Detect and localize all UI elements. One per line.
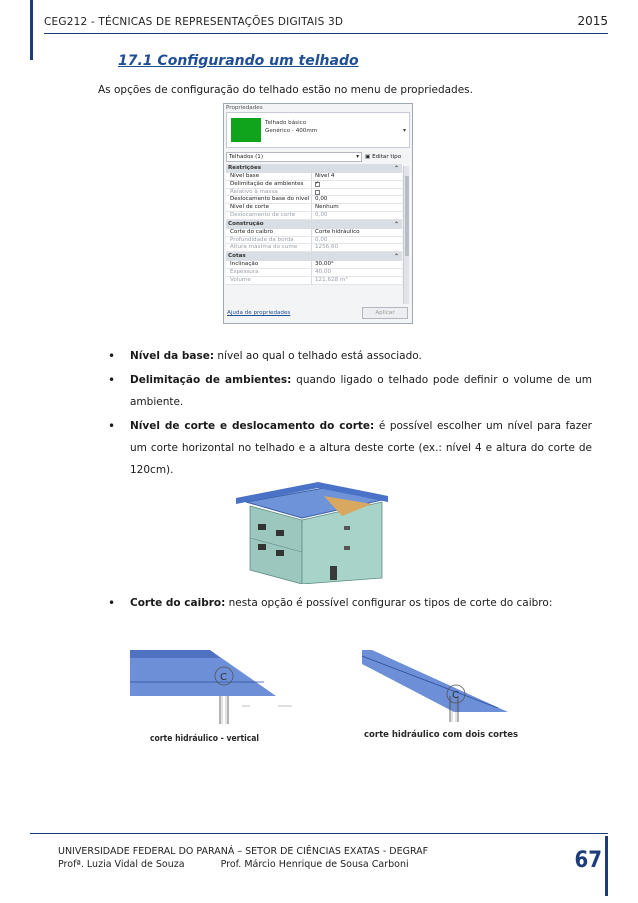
collapse-icon[interactable]: ⌃ bbox=[393, 253, 399, 261]
property-name: Deslocamento de corte bbox=[226, 212, 312, 219]
collapse-icon[interactable]: ⌃ bbox=[393, 165, 399, 172]
property-name: Deslocamento base do nível bbox=[226, 196, 312, 203]
checkbox[interactable] bbox=[315, 190, 320, 195]
apply-button[interactable]: Aplicar bbox=[362, 307, 408, 319]
footer-institution: UNIVERSIDADE FEDERAL DO PARANÁ – SETOR DE CIÊNCIAS EXATAS - DEGRAF bbox=[58, 846, 429, 857]
section-title bbox=[118, 53, 359, 69]
property-row[interactable] bbox=[226, 196, 402, 204]
property-value[interactable] bbox=[312, 181, 402, 188]
property-row[interactable] bbox=[226, 212, 402, 220]
property-value[interactable]: 0,00 bbox=[315, 211, 328, 218]
bullet-term: Nível da base: bbox=[130, 350, 215, 362]
edit-type-icon: ▣ bbox=[365, 154, 371, 160]
property-row[interactable] bbox=[226, 229, 402, 237]
property-row[interactable] bbox=[226, 244, 402, 252]
property-row[interactable] bbox=[226, 237, 402, 245]
bullet-list bbox=[108, 345, 592, 483]
property-group-label: Construção bbox=[228, 220, 264, 227]
property-name: Nível base bbox=[226, 173, 312, 180]
property-name: Volume bbox=[226, 277, 312, 284]
author-1: Profª. Luzia Vidal de Souza bbox=[58, 859, 185, 870]
list-item bbox=[108, 345, 592, 367]
bullet-list-caibro bbox=[108, 592, 592, 614]
property-row[interactable] bbox=[226, 204, 402, 212]
bullet-text: é possível escolher um nível para fazer um corte horizontal no telhado e a altura deste corte (ex.: nível 4 e altura do corte de 120cm). bbox=[130, 420, 593, 476]
bullet-term: Nível de corte e deslocamento do corte: bbox=[130, 420, 375, 432]
type-selector[interactable] bbox=[226, 112, 410, 148]
property-name: Inclinação bbox=[226, 261, 312, 268]
filter-label: Telhados (1) bbox=[229, 154, 264, 160]
list-item bbox=[108, 592, 592, 614]
property-value[interactable] bbox=[312, 189, 402, 196]
property-group-header[interactable] bbox=[226, 252, 402, 261]
type-name bbox=[265, 119, 317, 135]
property-row[interactable] bbox=[226, 181, 402, 189]
property-value[interactable]: 1256,60 bbox=[315, 244, 339, 251]
building-roof-cut-illustration bbox=[232, 482, 390, 584]
header-rule bbox=[44, 33, 608, 34]
property-value[interactable]: 0,00 bbox=[315, 236, 328, 243]
caption-double-cut: corte hidráulico com dois cortes bbox=[364, 730, 519, 740]
edit-type-button[interactable] bbox=[365, 152, 401, 162]
header-year: 2015 bbox=[577, 14, 608, 28]
property-value[interactable]: 30,00° bbox=[315, 261, 334, 268]
property-row[interactable] bbox=[226, 277, 402, 285]
properties-grid bbox=[226, 164, 402, 285]
property-group-header[interactable] bbox=[226, 164, 402, 173]
collapse-icon[interactable]: ⌃ bbox=[393, 220, 399, 228]
caption-vertical-cut: corte hidráulico - vertical bbox=[150, 734, 260, 744]
edit-type-label: Editar tipo bbox=[372, 154, 402, 160]
bullet-term: Delimitação de ambientes: bbox=[130, 374, 292, 386]
type-swatch bbox=[231, 118, 261, 142]
property-name: Espessura bbox=[226, 269, 312, 276]
callout-c-double: C bbox=[452, 690, 459, 701]
rafter-cut-double-diagram bbox=[358, 642, 510, 724]
course-title: CEG212 - TÉCNICAS DE REPRESENTAÇÕES DIGITAIS 3D bbox=[44, 16, 344, 28]
property-row[interactable] bbox=[226, 261, 402, 269]
property-name: Relativo à massa bbox=[226, 189, 312, 196]
property-group-header[interactable] bbox=[226, 220, 402, 229]
property-value[interactable]: 0,00 bbox=[315, 196, 328, 203]
page-footer bbox=[58, 845, 428, 871]
author-2: Prof. Márcio Henrique de Sousa Carboni bbox=[220, 859, 409, 870]
rafter-cut-vertical-diagram bbox=[128, 642, 296, 724]
property-name: Nível de corte bbox=[226, 204, 312, 211]
section-heading: Configurando um telhado bbox=[157, 53, 359, 69]
property-value[interactable]: 121,628 m³ bbox=[315, 276, 348, 283]
footer-rule bbox=[30, 833, 608, 834]
page-header bbox=[44, 12, 608, 32]
footer-side-bar bbox=[605, 836, 608, 896]
checkbox[interactable] bbox=[315, 182, 320, 187]
properties-panel bbox=[223, 103, 413, 324]
section-number: 17.1 bbox=[118, 53, 153, 69]
page-number: 67 bbox=[574, 848, 602, 873]
panel-scrollbar[interactable] bbox=[403, 166, 409, 304]
property-value[interactable]: 40,00 bbox=[315, 268, 332, 275]
property-name: Delimitação de ambientes bbox=[226, 181, 312, 188]
property-value[interactable]: Nível 4 bbox=[315, 173, 335, 179]
chevron-down-icon: ▾ bbox=[356, 154, 359, 160]
list-item bbox=[108, 369, 592, 413]
bullet-term: Corte do caibro: bbox=[130, 597, 226, 609]
property-name: Altura máxima do cume bbox=[226, 244, 312, 251]
footer-authors bbox=[58, 858, 428, 871]
type-family: Telhado básico bbox=[265, 120, 307, 126]
property-value[interactable]: Corte hidráulico bbox=[315, 228, 360, 235]
property-name: Corte do caibro bbox=[226, 229, 312, 236]
bullet-text: nível ao qual o telhado está associado. bbox=[214, 350, 422, 362]
property-row[interactable] bbox=[226, 189, 402, 197]
property-value[interactable]: Nenhum bbox=[315, 204, 339, 211]
chevron-down-icon[interactable]: ▾ bbox=[402, 127, 406, 134]
header-side-bar bbox=[30, 0, 33, 60]
bullet-text: quando ligado o telhado pode definir o volume de um ambiente. bbox=[130, 374, 592, 408]
list-item bbox=[108, 415, 592, 481]
properties-help-link[interactable]: Ajuda de propriedades bbox=[227, 310, 291, 316]
bullet-text: nesta opção é possível configurar os tipos de corte do caibro: bbox=[225, 597, 553, 609]
instance-filter-dropdown[interactable] bbox=[226, 152, 362, 162]
property-row[interactable] bbox=[226, 269, 402, 277]
property-name: Profundidade da borda bbox=[226, 237, 312, 244]
panel-title: Propriedades bbox=[226, 105, 263, 111]
property-group-label: Cotas bbox=[228, 253, 246, 260]
property-group-label: Restrições bbox=[228, 165, 262, 171]
property-row[interactable] bbox=[226, 173, 402, 181]
intro-paragraph: As opções de configuração do telhado estão no menu de propriedades. bbox=[98, 84, 473, 96]
type-variant: Genérico - 400mm bbox=[265, 128, 318, 134]
callout-c-vertical: C bbox=[220, 672, 227, 683]
